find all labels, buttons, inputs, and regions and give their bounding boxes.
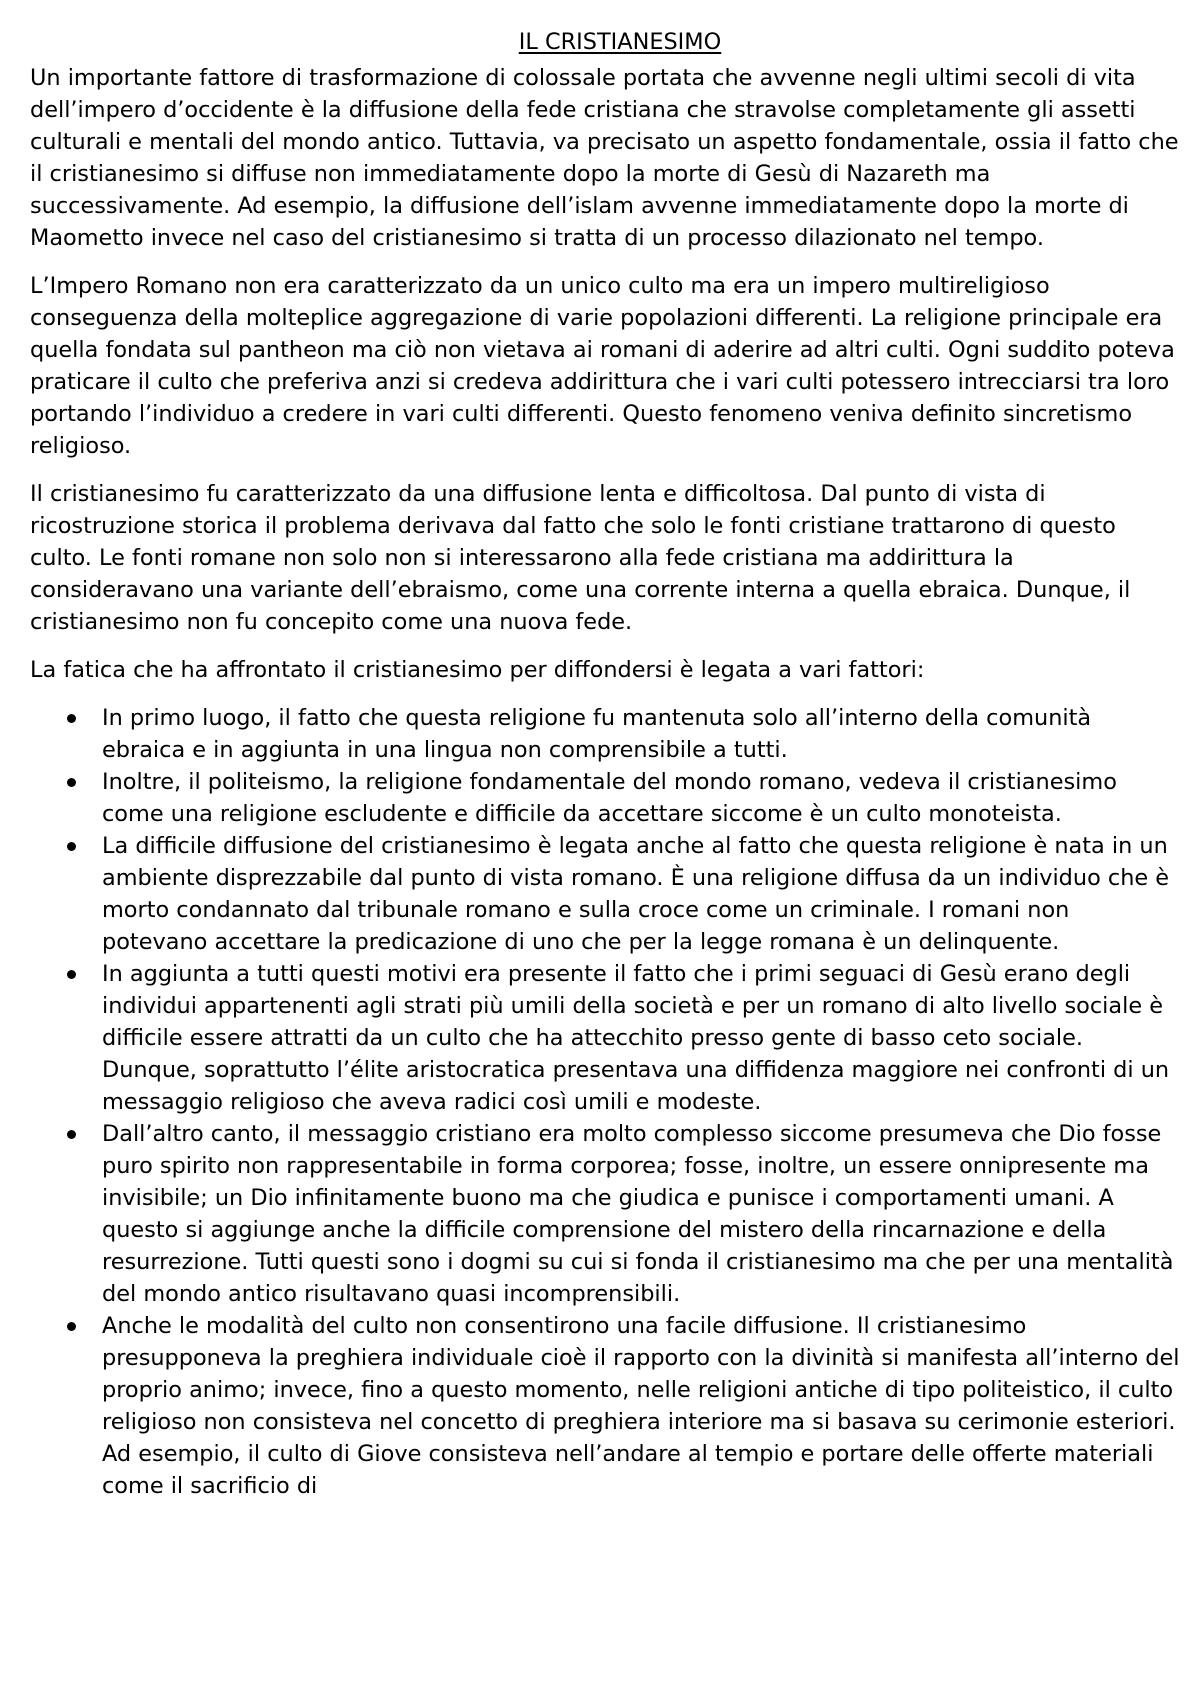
list-item: In aggiunta a tutti questi motivi era presente il fatto che i primi seguaci di Gesù erano degli individui appartenenti agli strati più umili della società e per un romano di alto livello sociale è difficile essere attratti da un culto che ha attecchito presso gente di basso ceto sociale. Dunque, soprattutto l’élite aristocratica presentava una diffidenza maggiore nei confronti di un messaggio religioso che aveva radici così umili e modeste. xyxy=(102,958,1180,1118)
document-title: IL CRISTIANESIMO xyxy=(518,29,722,55)
bullet-list xyxy=(30,702,1180,1502)
list-item: Anche le modalità del culto non consentirono una facile diffusione. Il cristianesimo presupponeva la preghiera individuale cioè il rapporto con la divinità si manifesta all’interno del proprio animo; invece, fino a questo momento, nelle religioni antiche di tipo politeistico, il culto religioso non consisteva nel concetto di preghiera interiore ma si basava su cerimonie esteriori. Ad esempio, il culto di Giove consisteva nell’andare al tempio e portare delle offerte materiali come il sacrificio di xyxy=(102,1310,1180,1502)
paragraph: La fatica che ha affrontato il cristianesimo per diffondersi è legata a vari fattori: xyxy=(30,657,925,683)
paragraph: Il cristianesimo fu caratterizzato da una diffusione lenta e difficoltosa. Dal punto di vista di ricostruzione storica il problema derivava dal fatto che solo le fonti cristiane trattarono di questo culto. Le fonti romane non solo non si interessarono alla fede cristiana ma addirittura la consideravano una variante dell’ebraismo, come una corrente interna a quella ebraica. Dunque, il cristianesimo non fu concepito come una nuova fede. xyxy=(30,481,1131,635)
paragraph: L’Impero Romano non era caratterizzato da un unico culto ma era un impero multireligioso conseguenza della molteplice aggregazione di varie popolazioni differenti. La religione principale era quella fondata sul pantheon ma ciò non vietava ai romani di aderire ad altri culti. Ogni suddito poteva praticare il culto che preferiva anzi si credeva addirittura che i vari culti potessero intrecciarsi tra loro portando l’individuo a credere in vari culti differenti. Questo fenomeno veniva definito sincretismo religioso. xyxy=(30,273,1175,459)
paragraph: Un importante fattore di trasformazione di colossale portata che avvenne negli ultimi secoli di vita dell’impero d’occidente è la diffusione della fede cristiana che stravolse completamente gli assetti culturali e mentali del mondo antico. Tuttavia, va precisato un aspetto fondamentale, ossia il fatto che il cristianesimo si diffuse non immediatamente dopo la morte di Gesù di Nazareth ma successivamente. Ad esempio, la diffusione dell’islam avvenne immediatamente dopo la morte di Maometto invece nel caso del cristianesimo si tratta di un processo dilazionato nel tempo. xyxy=(30,65,1179,251)
document-page xyxy=(30,26,1180,1502)
list-item: Inoltre, il politeismo, la religione fondamentale del mondo romano, vedeva il cristianesimo come una religione escludente e difficile da accettare siccome è un culto monoteista. xyxy=(102,766,1180,830)
list-item: La difficile diffusione del cristianesimo è legata anche al fatto che questa religione è nata in un ambiente disprezzabile dal punto di vista romano. È una religione diffusa da un individuo che è morto condannato dal tribunale romano e sulla croce come un criminale. I romani non potevano accettare la predicazione di uno che per la legge romana è un delinquente. xyxy=(102,830,1180,958)
list-item: In primo luogo, il fatto che questa religione fu mantenuta solo all’interno della comunità ebraica e in aggiunta in una lingua non comprensibile a tutti. xyxy=(102,702,1180,766)
list-item: Dall’altro canto, il messaggio cristiano era molto complesso siccome presumeva che Dio fosse puro spirito non rappresentabile in forma corporea; fosse, inoltre, un essere onnipresente ma invisibile; un Dio infinitamente buono ma che giudica e punisce i comportamenti umani. A questo si aggiunge anche la difficile comprensione del mistero della rincarnazione e della resurrezione. Tutti questi sono i dogmi su cui si fonda il cristianesimo ma che per una mentalità del mondo antico risultavano quasi incomprensibili. xyxy=(102,1118,1180,1310)
